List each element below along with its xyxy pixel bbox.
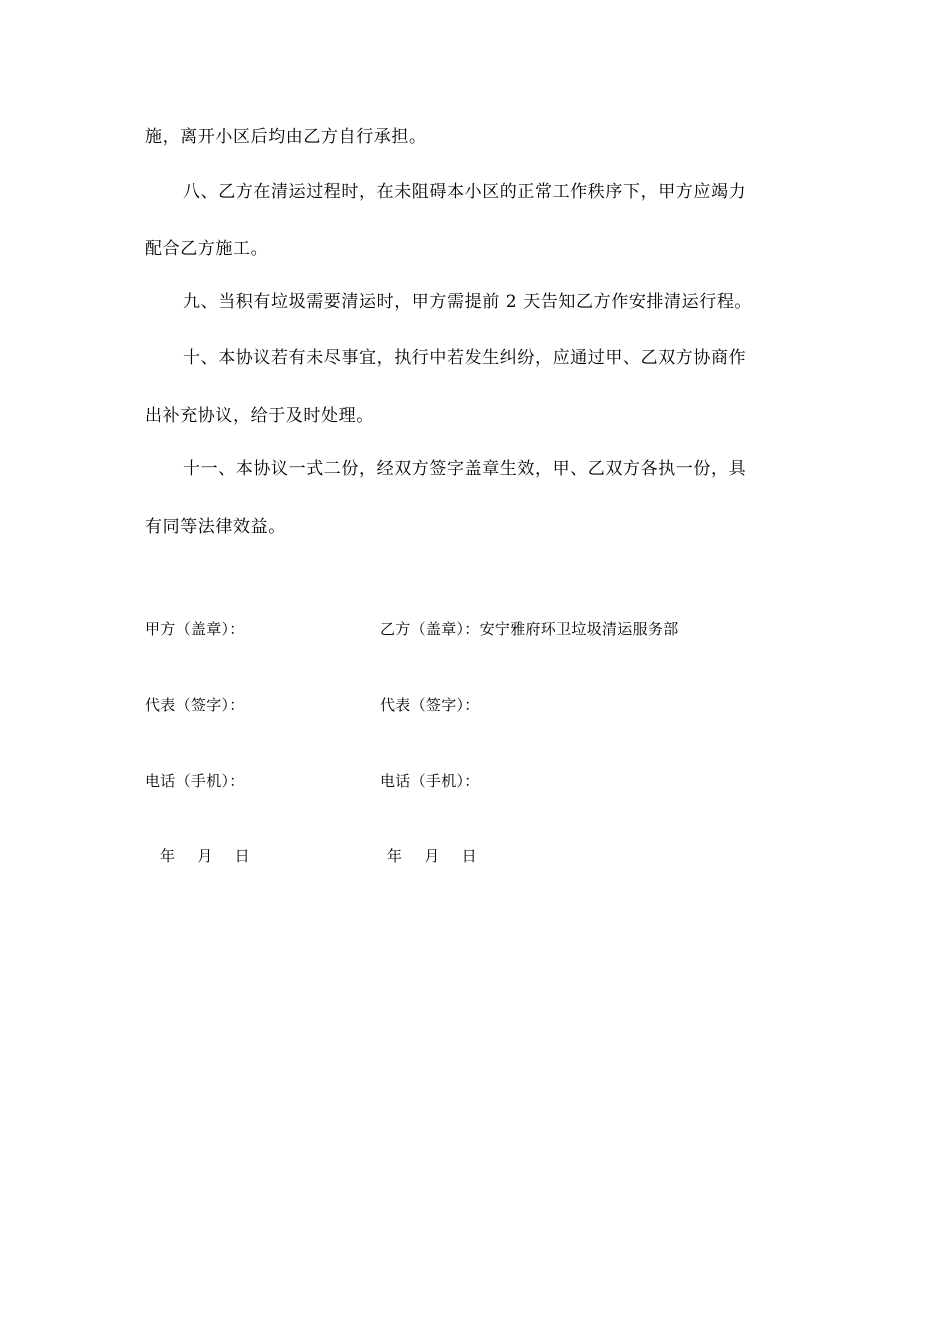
clause-8-line-1: 八、乙方在清运过程时，在未阻碍本小区的正常工作秩序下，甲方应竭力 [183,182,747,202]
party-b-seal-label: 乙方（盖章）：安宁雅府环卫垃圾清运服务部 [380,620,679,638]
party-a-phone-label: 电话（手机）： [145,772,245,790]
party-a-seal-label: 甲方（盖章）： [145,620,245,638]
clause-10-line-2: 出补充协议，给于及时处理。 [145,406,374,426]
party-b-date [387,846,477,866]
party-b-date-year: 年 [387,847,403,865]
clause-8-line-2: 配合乙方施工。 [145,239,269,259]
party-b-date-day: 日 [461,847,477,865]
body-line-1: 施，离开小区后均由乙方自行承担。 [145,127,427,147]
clause-10-line-1: 十、本协议若有未尽事宜，执行中若发生纠纷，应通过甲、乙双方协商作 [183,348,747,368]
clause-9: 九、当积有垃圾需要清运时，甲方需提前 2 天告知乙方作安排清运行程。 [183,292,753,312]
party-b-date-month: 月 [424,847,440,865]
party-b-representative-label: 代表（签字）： [380,696,480,714]
party-a-representative-label: 代表（签字）： [145,696,245,714]
party-a-date [160,846,250,866]
party-b-phone-label: 电话（手机）： [380,772,480,790]
party-a-date-day: 日 [234,847,250,865]
party-a-date-year: 年 [160,847,176,865]
party-a-date-month: 月 [197,847,213,865]
clause-11-line-1: 十一、本协议一式二份，经双方签字盖章生效，甲、乙双方各执一份，具 [183,459,747,479]
clause-11-line-2: 有同等法律效益。 [145,517,286,537]
